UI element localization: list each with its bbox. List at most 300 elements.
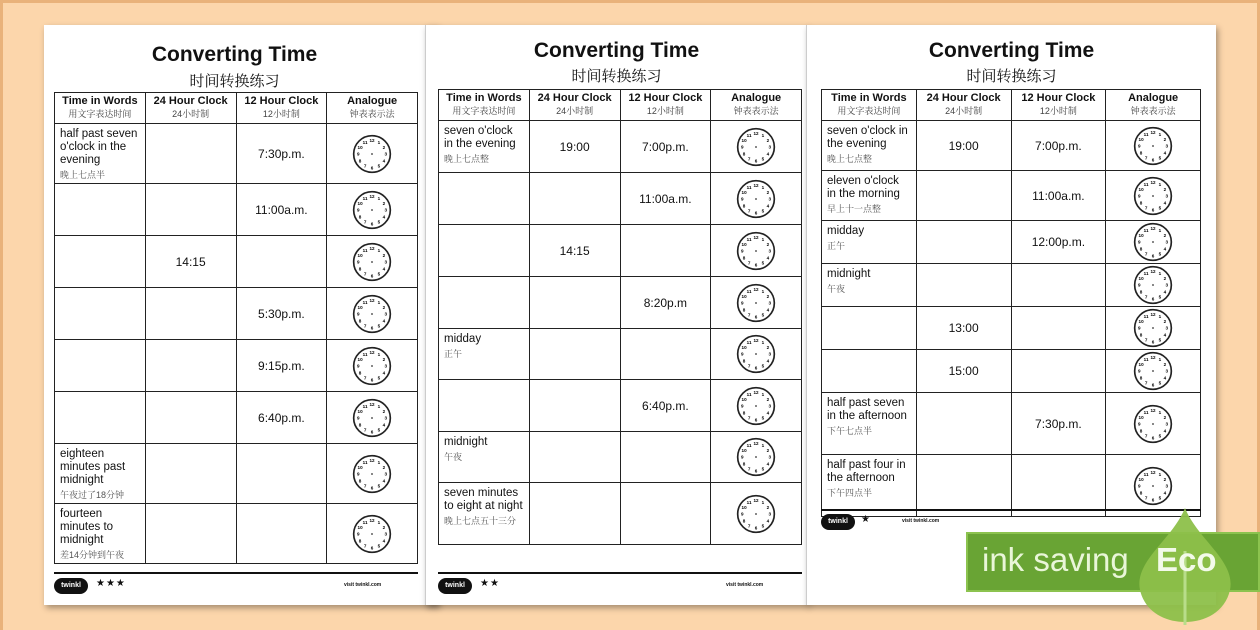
visit-link: visit twinkl.com (726, 582, 764, 588)
svg-text:3: 3 (768, 248, 772, 254)
24-hour-cell[interactable] (529, 432, 620, 483)
clock-face-icon (736, 179, 776, 219)
clock-face-icon (352, 346, 392, 386)
clock-face-icon (1133, 265, 1173, 305)
time-in-words: seven o'clock in the evening (444, 125, 516, 150)
svg-text:11: 11 (746, 391, 752, 397)
svg-text:12: 12 (753, 234, 759, 240)
svg-text:3: 3 (384, 207, 388, 213)
svg-text:3: 3 (768, 144, 772, 150)
svg-text:4: 4 (1163, 246, 1167, 252)
12-hour-cell: 11:00a.m. (620, 173, 711, 225)
svg-text:9: 9 (357, 151, 360, 157)
svg-text:3: 3 (1165, 368, 1169, 374)
svg-text:6: 6 (754, 157, 758, 163)
svg-text:12: 12 (369, 193, 375, 199)
svg-text:11: 11 (362, 247, 368, 253)
svg-text:8: 8 (742, 307, 746, 313)
svg-text:3: 3 (384, 471, 388, 477)
svg-text:7: 7 (1145, 251, 1148, 257)
svg-text:8: 8 (358, 214, 362, 220)
time-in-words-chinese: 正午 (827, 241, 846, 251)
clock-face-icon (352, 242, 392, 282)
svg-text:8: 8 (1139, 289, 1143, 295)
svg-text:10: 10 (741, 447, 747, 453)
svg-text:8: 8 (1139, 150, 1143, 156)
table-row (822, 393, 1201, 455)
svg-text:1: 1 (377, 351, 381, 357)
analogue-cell[interactable] (1106, 221, 1201, 264)
svg-text:6: 6 (1151, 496, 1155, 502)
column-header-label: 12 Hour Clock (1021, 92, 1096, 104)
12-hour-cell[interactable] (620, 483, 711, 545)
svg-text:9: 9 (741, 511, 744, 517)
table-row (55, 124, 418, 184)
column-header-label: 24 Hour Clock (153, 95, 228, 107)
table-header-row (822, 90, 1201, 121)
time-in-words-chinese: 晚上七点半 (60, 170, 106, 180)
12-hour-cell[interactable] (620, 225, 711, 277)
24-hour-cell[interactable] (145, 340, 236, 392)
svg-text:8: 8 (742, 255, 746, 261)
svg-text:1: 1 (377, 247, 381, 253)
svg-text:9: 9 (357, 531, 360, 537)
24-hour-cell: 14:15 (145, 236, 236, 288)
analogue-cell[interactable] (327, 444, 418, 504)
svg-text:12: 12 (1150, 179, 1156, 185)
24-hour-cell[interactable] (529, 329, 620, 380)
svg-text:7: 7 (1145, 495, 1148, 501)
svg-text:7: 7 (748, 415, 751, 421)
page-title: Converting Time (533, 39, 700, 62)
svg-text:2: 2 (382, 144, 386, 150)
time-in-words: midday (444, 333, 482, 345)
clock-face-icon (1133, 176, 1173, 216)
svg-text:11: 11 (1143, 131, 1149, 137)
analogue-cell[interactable] (327, 340, 418, 392)
svg-text:1: 1 (1158, 270, 1162, 276)
svg-text:10: 10 (741, 137, 747, 143)
24-hour-cell[interactable] (916, 171, 1011, 221)
difficulty-stars: ★ (861, 514, 871, 525)
analogue-cell[interactable] (1106, 350, 1201, 393)
column-header-chinese: 24小时制 (945, 106, 983, 116)
analogue-cell[interactable] (711, 432, 802, 483)
time-in-words-cell (55, 444, 146, 504)
24-hour-cell[interactable] (145, 184, 236, 236)
svg-text:1: 1 (1158, 313, 1162, 319)
time-in-words: half past seven o'clock in the evening (60, 128, 138, 166)
ink-saving-text: ink saving (982, 541, 1129, 578)
svg-text:6: 6 (370, 428, 374, 434)
svg-text:7: 7 (364, 375, 367, 381)
table-row (439, 173, 802, 225)
column-header-label: Analogue (731, 92, 782, 104)
svg-text:10: 10 (357, 356, 363, 362)
svg-text:3: 3 (768, 196, 772, 202)
svg-text:4: 4 (1163, 428, 1167, 434)
time-in-words-chinese: 早上十一点整 (827, 204, 882, 214)
svg-text:12: 12 (369, 517, 375, 523)
column-header-label: 12 Hour Clock (244, 95, 319, 107)
column-header-chinese: 用文字表达时间 (452, 106, 516, 116)
time-in-words: midnight (444, 436, 488, 448)
svg-text:8: 8 (742, 410, 746, 416)
svg-text:8: 8 (1139, 200, 1143, 206)
svg-text:1: 1 (761, 442, 765, 448)
svg-text:2: 2 (1163, 361, 1167, 367)
svg-text:8: 8 (1139, 375, 1143, 381)
conversion-table (54, 92, 418, 564)
svg-text:12: 12 (753, 182, 759, 188)
svg-text:10: 10 (1138, 414, 1144, 420)
24-hour-cell[interactable] (916, 221, 1011, 264)
svg-text:2: 2 (766, 293, 770, 299)
analogue-cell[interactable] (327, 124, 418, 184)
clock-face-icon (1133, 404, 1173, 444)
time-in-words-cell[interactable] (439, 380, 530, 432)
svg-text:6: 6 (370, 272, 374, 278)
svg-text:10: 10 (357, 524, 363, 530)
svg-text:2: 2 (766, 137, 770, 143)
svg-text:8: 8 (742, 203, 746, 209)
svg-text:2: 2 (382, 408, 386, 414)
clock-face-icon (352, 190, 392, 230)
24-hour-cell[interactable] (529, 173, 620, 225)
svg-text:10: 10 (741, 396, 747, 402)
24-hour-cell[interactable] (145, 288, 236, 340)
svg-text:10: 10 (357, 252, 363, 258)
column-header-chinese: 钟表表示法 (1130, 106, 1176, 116)
time-in-words: eighteen minutes past midnight (60, 448, 126, 486)
svg-text:4: 4 (382, 214, 386, 220)
svg-text:2: 2 (766, 504, 770, 510)
svg-text:3: 3 (1165, 325, 1169, 331)
24-hour-cell[interactable] (916, 264, 1011, 307)
svg-text:7: 7 (1145, 205, 1148, 211)
svg-text:2: 2 (766, 241, 770, 247)
svg-text:2: 2 (382, 200, 386, 206)
svg-text:7: 7 (748, 260, 751, 266)
table-row (822, 307, 1201, 350)
column-header (1106, 90, 1201, 121)
svg-text:1: 1 (377, 299, 381, 305)
svg-text:3: 3 (1165, 421, 1169, 427)
conversion-table (821, 89, 1201, 517)
analogue-cell[interactable] (327, 288, 418, 340)
svg-text:9: 9 (741, 403, 744, 409)
svg-text:4: 4 (382, 478, 386, 484)
svg-text:5: 5 (1158, 380, 1162, 386)
svg-text:10: 10 (1138, 476, 1144, 482)
svg-text:1: 1 (761, 236, 765, 242)
analogue-cell[interactable] (711, 173, 802, 225)
time-in-words-cell[interactable] (55, 236, 146, 288)
svg-text:12: 12 (753, 337, 759, 343)
time-in-words-chinese: 午夜 (827, 284, 846, 294)
time-in-words-cell[interactable] (822, 307, 917, 350)
svg-text:7: 7 (1145, 433, 1148, 439)
column-header (1011, 90, 1106, 121)
12-hour-cell: 9:15p.m. (236, 340, 327, 392)
svg-text:7: 7 (364, 219, 367, 225)
time-in-words-cell (55, 124, 146, 184)
svg-text:9: 9 (357, 207, 360, 213)
column-header-label: Analogue (1128, 92, 1179, 104)
svg-text:1: 1 (1158, 227, 1162, 233)
svg-text:6: 6 (754, 261, 758, 267)
24-hour-cell[interactable] (145, 444, 236, 504)
svg-text:12: 12 (1150, 407, 1156, 413)
table-header-row (55, 93, 418, 124)
column-header-label: 12 Hour Clock (628, 92, 703, 104)
time-in-words-cell[interactable] (439, 173, 530, 225)
svg-text:9: 9 (741, 454, 744, 460)
analogue-cell[interactable] (711, 225, 802, 277)
svg-text:7: 7 (748, 208, 751, 214)
time-in-words-cell[interactable] (822, 350, 917, 393)
12-hour-cell[interactable] (236, 444, 327, 504)
column-header-chinese: 12小时制 (1039, 106, 1077, 116)
column-header-chinese: 钟表表示法 (733, 106, 779, 116)
svg-text:4: 4 (766, 307, 770, 313)
svg-text:7: 7 (364, 271, 367, 277)
svg-text:2: 2 (766, 189, 770, 195)
12-hour-cell: 6:40p.m. (620, 380, 711, 432)
24-hour-cell: 14:15 (529, 225, 620, 277)
12-hour-cell[interactable] (1011, 264, 1106, 307)
svg-text:9: 9 (741, 248, 744, 254)
clock-face-icon (352, 514, 392, 554)
svg-text:3: 3 (384, 415, 388, 421)
svg-text:2: 2 (1163, 232, 1167, 238)
analogue-cell[interactable] (1106, 121, 1201, 171)
svg-text:3: 3 (1165, 282, 1169, 288)
clock-face-icon (1133, 126, 1173, 166)
12-hour-cell[interactable] (1011, 307, 1106, 350)
24-hour-cell[interactable] (916, 455, 1011, 517)
analogue-cell[interactable] (327, 184, 418, 236)
svg-text:1: 1 (377, 459, 381, 465)
clock-face-icon (352, 398, 392, 438)
time-in-words-cell[interactable] (55, 184, 146, 236)
12-hour-cell: 11:00a.m. (236, 184, 327, 236)
12-hour-cell[interactable] (1011, 455, 1106, 517)
svg-text:3: 3 (1165, 239, 1169, 245)
time-in-words-chinese: 午夜过了18分钟 (60, 490, 125, 500)
24-hour-cell: 13:00 (916, 307, 1011, 350)
12-hour-cell[interactable] (620, 432, 711, 483)
svg-text:11: 11 (362, 351, 368, 357)
svg-text:10: 10 (357, 464, 363, 470)
svg-text:4: 4 (1163, 200, 1167, 206)
svg-text:6: 6 (1151, 156, 1155, 162)
analogue-cell[interactable] (327, 236, 418, 288)
svg-text:4: 4 (1163, 150, 1167, 156)
12-hour-cell[interactable] (620, 329, 711, 380)
svg-text:5: 5 (761, 312, 765, 318)
svg-text:3: 3 (384, 363, 388, 369)
svg-text:3: 3 (768, 454, 772, 460)
svg-text:4: 4 (766, 151, 770, 157)
24-hour-cell[interactable] (529, 483, 620, 545)
svg-text:7: 7 (364, 323, 367, 329)
svg-text:8: 8 (358, 422, 362, 428)
analogue-cell[interactable] (711, 483, 802, 545)
svg-text:6: 6 (370, 164, 374, 170)
clock-face-icon (736, 494, 776, 534)
svg-text:4: 4 (766, 410, 770, 416)
time-in-words-cell (55, 504, 146, 564)
svg-text:6: 6 (754, 524, 758, 530)
svg-text:11: 11 (1143, 270, 1149, 276)
12-hour-cell: 12:00p.m. (1011, 221, 1106, 264)
page-title: Converting Time (151, 43, 318, 66)
svg-text:12: 12 (1150, 129, 1156, 135)
svg-text:7: 7 (1145, 337, 1148, 343)
24-hour-cell[interactable] (145, 504, 236, 564)
analogue-cell[interactable] (1106, 307, 1201, 350)
svg-text:3: 3 (768, 300, 772, 306)
svg-text:6: 6 (754, 365, 758, 371)
12-hour-cell: 6:40p.m. (236, 392, 327, 444)
svg-text:3: 3 (384, 311, 388, 317)
time-in-words-cell (822, 264, 917, 307)
column-header-label: Time in Words (62, 95, 138, 107)
24-hour-cell[interactable] (529, 380, 620, 432)
svg-text:10: 10 (741, 344, 747, 350)
column-header-chinese: 钟表表示法 (349, 109, 395, 119)
time-in-words-chinese: 午夜 (444, 452, 463, 462)
svg-text:1: 1 (377, 519, 381, 525)
svg-text:2: 2 (1163, 275, 1167, 281)
page-title: Converting Time (928, 39, 1095, 62)
svg-text:1: 1 (1158, 409, 1162, 415)
svg-text:10: 10 (357, 144, 363, 150)
analogue-cell[interactable] (327, 504, 418, 564)
svg-text:12: 12 (369, 401, 375, 407)
analogue-cell[interactable] (1106, 171, 1201, 221)
table-row (55, 504, 418, 564)
conversion-table (438, 89, 802, 545)
12-hour-cell[interactable] (236, 236, 327, 288)
svg-text:4: 4 (382, 318, 386, 324)
12-hour-cell: 7:30p.m. (1011, 393, 1106, 455)
svg-text:6: 6 (754, 209, 758, 215)
svg-text:11: 11 (746, 132, 752, 138)
twinkl-logo: twinkl (438, 578, 472, 594)
time-in-words-cell[interactable] (439, 225, 530, 277)
svg-text:9: 9 (357, 311, 360, 317)
svg-text:5: 5 (1158, 433, 1162, 439)
svg-text:4: 4 (382, 538, 386, 544)
svg-text:11: 11 (746, 339, 752, 345)
clock-face-icon (736, 334, 776, 374)
svg-text:6: 6 (370, 376, 374, 382)
time-in-words-cell (822, 221, 917, 264)
svg-text:8: 8 (742, 151, 746, 157)
24-hour-cell[interactable] (145, 124, 236, 184)
svg-text:4: 4 (1163, 375, 1167, 381)
svg-text:3: 3 (384, 531, 388, 537)
12-hour-cell[interactable] (236, 504, 327, 564)
12-hour-cell[interactable] (1011, 350, 1106, 393)
svg-text:11: 11 (362, 459, 368, 465)
svg-text:4: 4 (1163, 289, 1167, 295)
analogue-cell[interactable] (711, 329, 802, 380)
12-hour-cell: 5:30p.m. (236, 288, 327, 340)
svg-text:2: 2 (382, 524, 386, 530)
svg-text:7: 7 (748, 156, 751, 162)
svg-text:9: 9 (357, 471, 360, 477)
svg-text:3: 3 (768, 351, 772, 357)
time-in-words-cell[interactable] (55, 340, 146, 392)
analogue-cell[interactable] (711, 277, 802, 329)
svg-text:6: 6 (1151, 296, 1155, 302)
svg-text:2: 2 (382, 464, 386, 470)
time-in-words: half past seven in the afternoon (827, 397, 907, 422)
svg-text:10: 10 (1138, 232, 1144, 238)
svg-text:4: 4 (382, 266, 386, 272)
column-header (822, 90, 917, 121)
svg-text:1: 1 (1158, 181, 1162, 187)
time-in-words-cell[interactable] (55, 392, 146, 444)
column-header (55, 93, 146, 124)
eco-label: Eco (1156, 541, 1217, 578)
table-row (55, 444, 418, 504)
svg-text:6: 6 (754, 468, 758, 474)
24-hour-cell[interactable] (529, 277, 620, 329)
svg-text:2: 2 (766, 344, 770, 350)
analogue-cell[interactable] (711, 380, 802, 432)
visit-link: visit twinkl.com (344, 582, 382, 588)
svg-text:10: 10 (1138, 275, 1144, 281)
time-in-words-cell[interactable] (55, 288, 146, 340)
svg-text:2: 2 (766, 396, 770, 402)
svg-text:9: 9 (741, 300, 744, 306)
svg-text:11: 11 (1143, 471, 1149, 477)
svg-text:10: 10 (1138, 186, 1144, 192)
analogue-cell[interactable] (711, 121, 802, 173)
time-in-words: midday (827, 225, 865, 237)
analogue-cell[interactable] (327, 392, 418, 444)
svg-text:2: 2 (1163, 318, 1167, 324)
svg-text:12: 12 (753, 130, 759, 136)
24-hour-cell[interactable] (916, 393, 1011, 455)
svg-text:1: 1 (761, 132, 765, 138)
24-hour-cell[interactable] (145, 392, 236, 444)
svg-text:10: 10 (357, 304, 363, 310)
time-in-words-cell[interactable] (439, 277, 530, 329)
table-row (822, 121, 1201, 171)
column-header-label: Analogue (347, 95, 398, 107)
column-header-chinese: 用文字表达时间 (837, 106, 901, 116)
clock-face-icon (1133, 308, 1173, 348)
svg-text:8: 8 (358, 370, 362, 376)
svg-text:4: 4 (766, 203, 770, 209)
svg-text:11: 11 (362, 299, 368, 305)
svg-text:10: 10 (1138, 318, 1144, 324)
column-header-chinese: 12小时制 (262, 109, 300, 119)
svg-text:4: 4 (766, 358, 770, 364)
analogue-cell[interactable] (1106, 264, 1201, 307)
12-hour-cell: 7:00p.m. (620, 121, 711, 173)
table-row (822, 264, 1201, 307)
column-header (620, 90, 711, 121)
svg-text:9: 9 (1138, 143, 1141, 149)
worksheet-page-2 (425, 25, 808, 605)
analogue-cell[interactable] (1106, 393, 1201, 455)
